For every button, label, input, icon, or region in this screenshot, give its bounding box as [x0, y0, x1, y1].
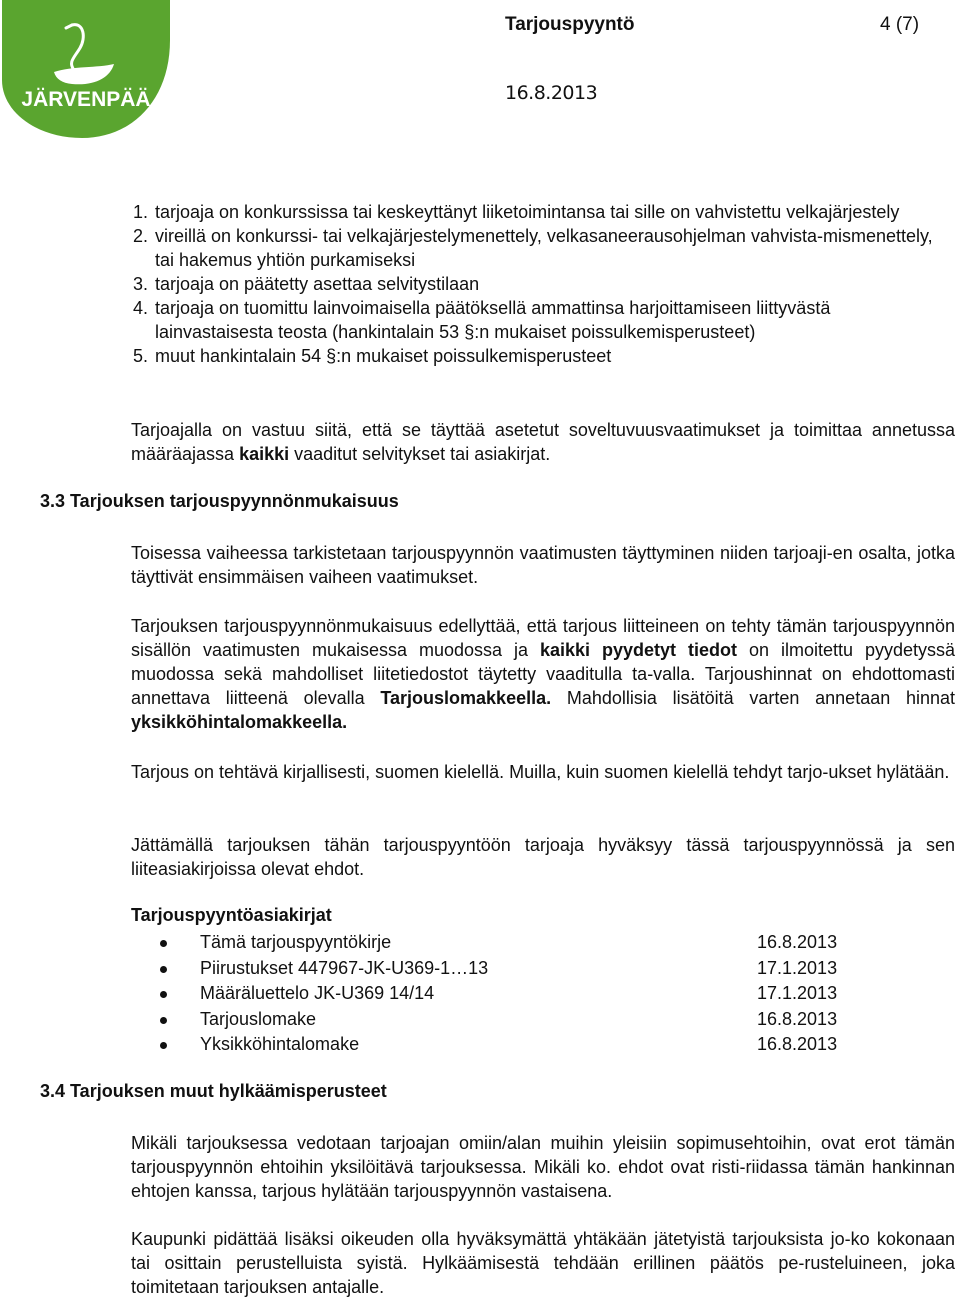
paragraph: Tarjouksen tarjouspyynnönmukaisuus edellyttää, että tarjous liitteineen on tehty tämän tarjouspyynnön sisällön vaatimusten mukaisessa muodossa ja kaikki pyydetyt tiedot on ilmoitettu pyydetyssä muodossa sekä mahdolliset liitetiedostot täytetty vaaditulla ta-valla. Tarjoushinnat on ehdottomasti annettava liitteenä olevalla Tarjouslomakkeella. Mahdollisia lisätöitä varten annetaan hinnat yksikköhintalomakkeella.	[131, 616, 955, 732]
document-title: Tarjouspyyntö	[505, 14, 635, 35]
bullet-icon	[160, 940, 167, 947]
paragraph: Mikäli tarjouksessa vedotaan tarjoajan omiin/alan muihin yleisiin sopimusehtoihin, ovat erot tämän tarjouspyynnön ehtoihin yksilöitävä tarjouksessa. Mikäli ko. ehdot ovat risti-riidassa tämän hankinnan ehtojen kanssa, tarjous hylätään tarjouspyynnön vastaisena.	[131, 1133, 955, 1201]
bullet-icon	[160, 1042, 167, 1049]
documents-heading: Tarjouspyyntöasiakirjat	[131, 905, 332, 925]
paragraph: Jättämällä tarjouksen tähän tarjouspyyntöön tarjoaja hyväksyy tässä tarjouspyynnössä ja sen liiteasiakirjoissa olevat ehdot.	[131, 835, 955, 879]
list-item: 3. tarjoaja on päätetty asettaa selvitystilaan	[133, 274, 480, 294]
section-heading-3-4: 3.4 Tarjouksen muut hylkäämisperusteet	[40, 1081, 387, 1101]
section-heading-3-3: 3.3 Tarjouksen tarjouspyynnönmukaisuus	[40, 491, 399, 511]
responsibility-paragraph: Tarjoajalla on vastuu siitä, että se täyttää asetetut soveltuvuusvaatimukset ja toimittaa annetussa määräajassa kaikki vaaditut selvitykset tai asiakirjat.	[131, 420, 955, 464]
list-item: 1. tarjoaja on konkurssissa tai keskeyttänyt liiketoimintansa tai sille on vahvistettu velkajärjestely	[133, 202, 900, 222]
exclusion-list	[133, 200, 953, 368]
list-item: 5. muut hankintalain 54 §:n mukaiset poissulkemisperusteet	[133, 346, 612, 366]
paragraph: Toisessa vaiheessa tarkistetaan tarjouspyynnön vaatimusten täyttyminen niiden tarjoaji-en osalta, jotka täyttivät ensimmäisen vaiheen vaatimukset.	[131, 543, 955, 587]
bullet-icon	[160, 966, 167, 973]
bullet-icon	[160, 991, 167, 998]
logo-text: JÄRVENPÄÄ	[21, 88, 151, 111]
list-item: 2. vireillä on konkurssi- tai velkajärjestelymenettely, velkasaneerausohjelman vahvista-mismenettely, tai hakemus yhtiön purkamiseksi	[133, 226, 933, 270]
paragraph: Kaupunki pidättää lisäksi oikeuden olla hyväksymättä yhtäkään jätetyistä tarjouksista jo-ko kokonaan tai osittain perustelluista syistä. Hylkäämisestä tehdään erillinen päätös pe-rusteluineen, joka toimitetaan tarjouksen antajalle.	[131, 1229, 955, 1297]
document-date: 16.8.2013	[505, 82, 598, 104]
paragraph: Tarjous on tehtävä kirjallisesti, suomen kielellä. Muilla, kuin suomen kielellä tehdyt tarjo-ukset hylätään.	[131, 762, 950, 782]
bullet-icon	[160, 1017, 167, 1024]
jarvenpaa-logo	[2, 0, 170, 140]
page-number: 4 (7)	[880, 14, 920, 35]
list-item: 4. tarjoaja on tuomittu lainvoimaisella päätöksellä ammattinsa harjoittamiseen liittyvästä lainvastaisesta teosta (hankintalain 53 §:n mukaiset poissulkemisperusteet)	[133, 298, 831, 342]
